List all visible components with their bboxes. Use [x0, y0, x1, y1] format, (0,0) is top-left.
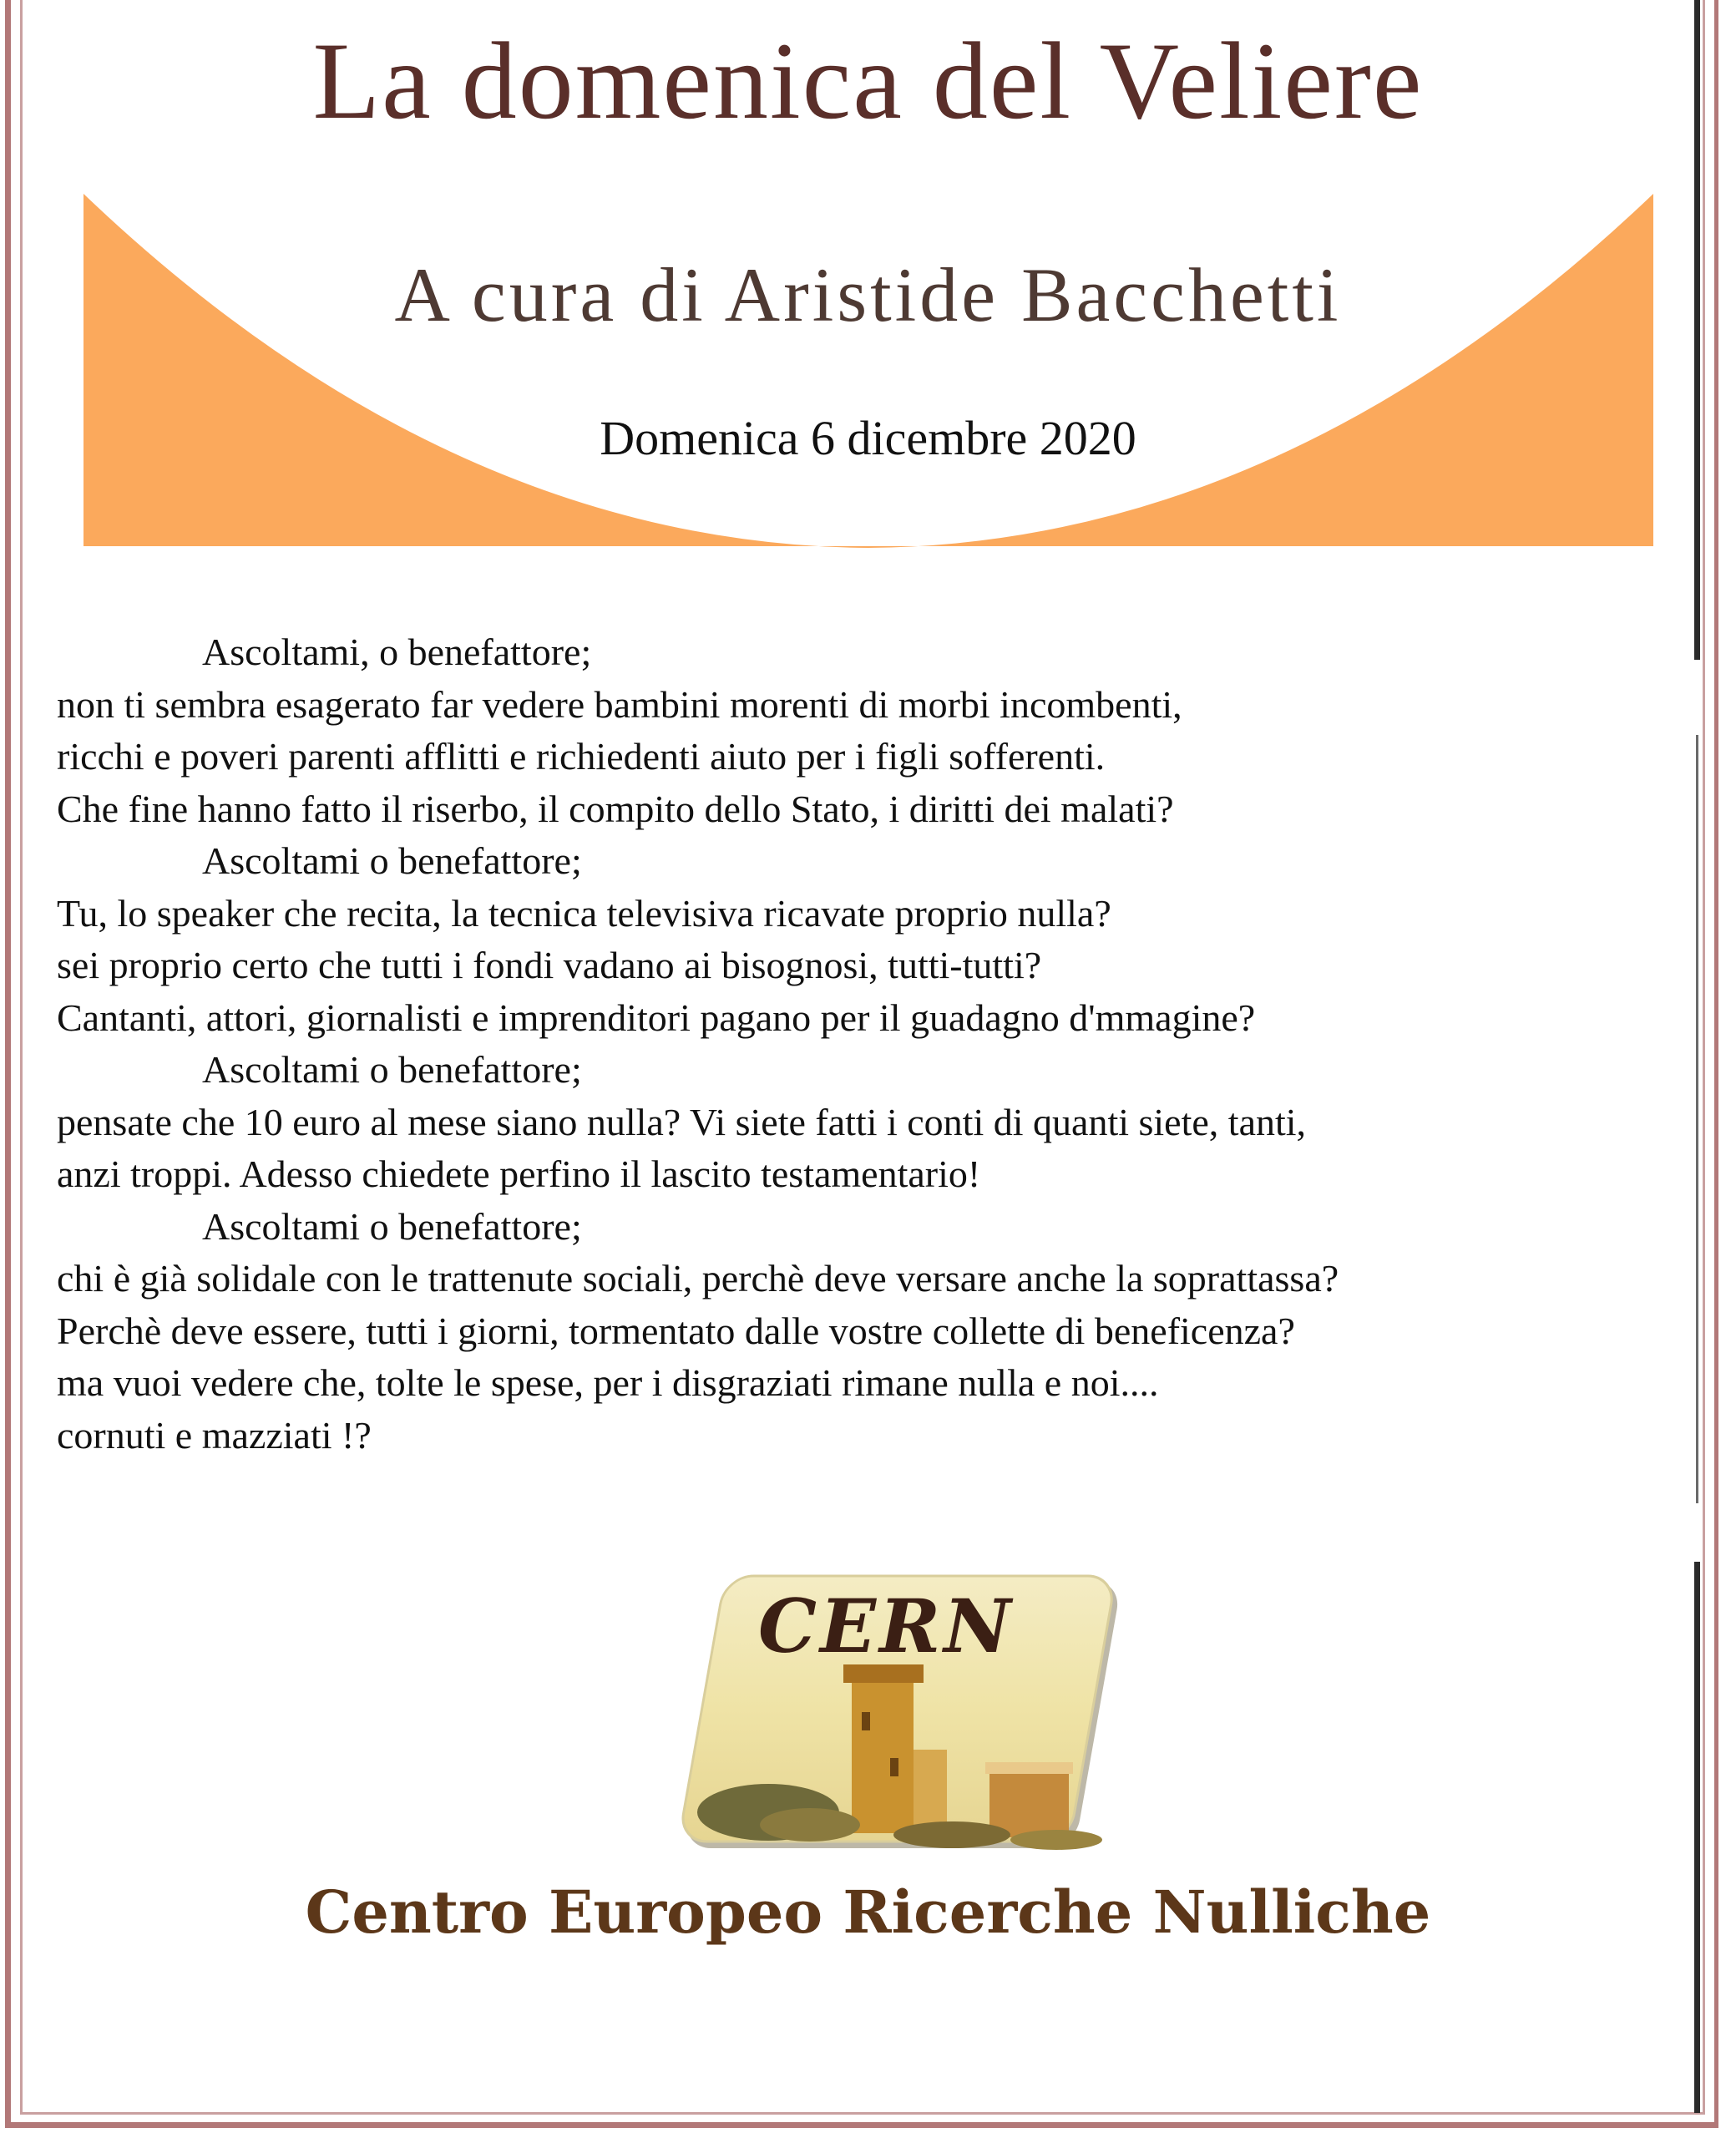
poem-line: Cantanti, attori, giornalisti e imprenditori pagano per il guadagno d'mmagine?	[57, 996, 1256, 1039]
poem-line: ma vuoi vedere che, tolte le spese, per i disgraziati rimane nulla e noi....	[57, 1361, 1159, 1404]
poem-line: sei proprio certo che tutti i fondi vadano ai bisognosi, tutti-tutti?	[57, 944, 1042, 986]
orange-banner	[84, 194, 1653, 553]
curator-line: A cura di Aristide Bacchetti	[394, 252, 1342, 337]
poem-line: Tu, lo speaker che recita, la tecnica televisiva ricavate proprio nulla?	[57, 891, 1111, 935]
poem-line: Perchè deve essere, tutti i giorni, tormentato dalle vostre collette di beneficenza?	[57, 1309, 1295, 1352]
logo-text: CERN	[758, 1583, 1015, 1669]
poem-line: anzi troppi. Adesso chiedete perfino il lascito testamentario!	[57, 1153, 981, 1195]
poem-line: pensate che 10 euro al mese siano nulla? Vi siete fatti i conti di quanti siete, tanti,	[57, 1100, 1307, 1143]
page-title: La domenica del Veliere	[312, 19, 1424, 142]
poem-line: non ti sembra esagerato far vedere bambini morenti di morbi incombenti,	[57, 682, 1182, 726]
poem-line: ricchi e poveri parenti afflitti e richiedenti aiuto per i figli sofferenti.	[57, 735, 1106, 778]
right-edge-bar-lower	[1694, 1562, 1700, 2113]
banner-shape	[84, 194, 1653, 548]
poem-line: chi è già solidale con le trattenute sociali, perchè deve versare anche la soprattassa?	[57, 1257, 1339, 1300]
poem-line: Ascoltami, o benefattore;	[202, 631, 592, 673]
poem-line: Ascoltami o benefattore;	[202, 839, 582, 882]
poem-body	[57, 626, 1718, 1462]
poem-line: Ascoltami o benefattore;	[202, 1048, 582, 1091]
poem-line: Che fine hanno fatto il riserbo, il compito dello Stato, i diritti dei malati?	[57, 787, 1174, 830]
poem-line: cornuti e mazziati !?	[57, 1413, 372, 1457]
poem-line: Ascoltami o benefattore;	[202, 1204, 582, 1248]
issue-date: Domenica 6 dicembre 2020	[600, 411, 1136, 465]
footer-org-name: Centro Europeo Ricerche Nulliche	[305, 1877, 1431, 1947]
